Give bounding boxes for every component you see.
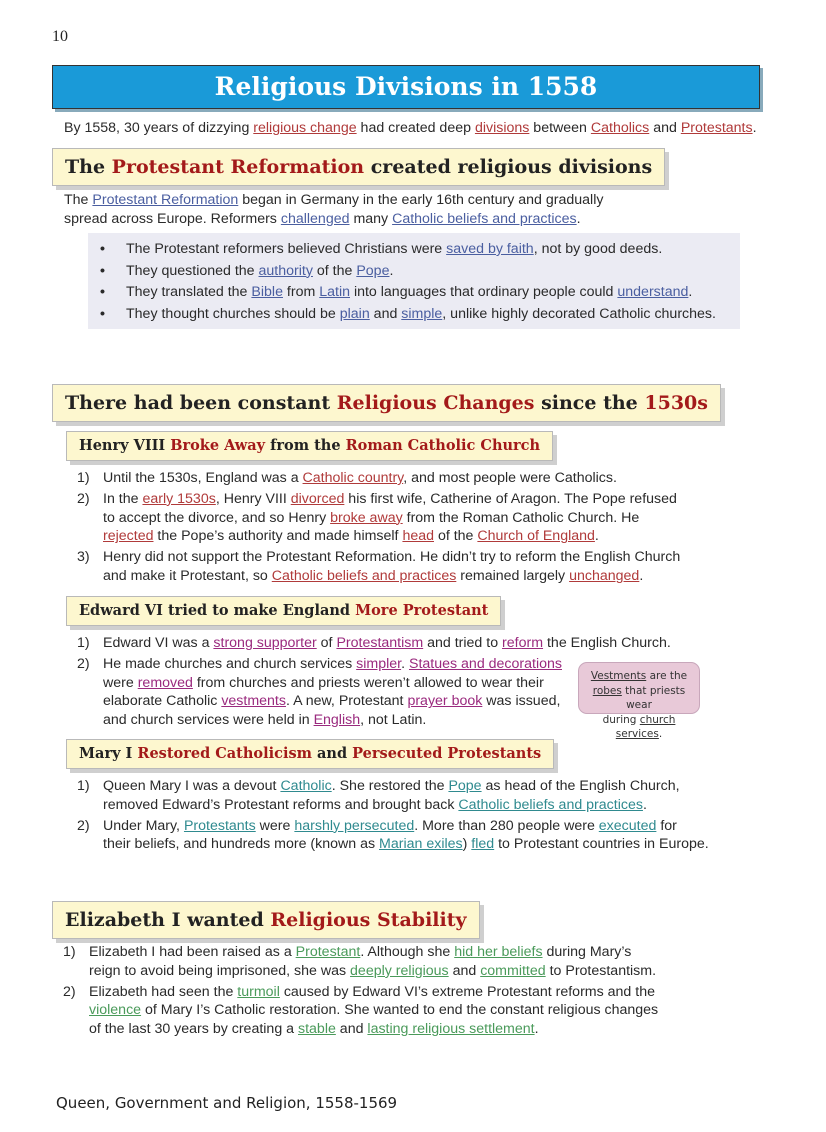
section-heading-elizabeth-i: Elizabeth I wanted Religious Stability (52, 901, 480, 939)
list-item: 1) Edward VI was a strong supporter of Protestantism and tried to reform the English Church. (77, 635, 671, 651)
list-item: • They translated the Bible from Latin into languages that ordinary people could understand. (126, 282, 740, 304)
list-item: 1) Queen Mary I was a devout Catholic. She restored the Pope as head of the English Church, removed Edward’s Protestant reforms and brought back Catholic beliefs and practices. (77, 778, 680, 813)
list-item: 1) Elizabeth I had been raised as a Protestant. Although she hid her beliefs during Mary’s reign to avoid being imprisoned, she was deeply religious and committed to Protestantism. (63, 944, 657, 979)
reformation-bullet-panel (88, 233, 740, 329)
subheading-edward-vi: Edward VI tried to make England More Protestant (66, 596, 501, 626)
list-item: 2) He made churches and church services simpler. Statues and decorations were removed from churches and priests weren’t allowed to wear their elaborate Catholic vestments. A new, Protestant prayer book was issued, and church services were held in English, not Latin. (77, 655, 562, 729)
elizabeth-list (38, 943, 748, 1041)
list-item: 2) Elizabeth had seen the turmoil caused by Edward VI’s extreme Protestant reforms and the violence of Mary I’s Catholic restoration. She wanted to end the constant religious changes of the last 30 years by creating a stable and lasting religious settlement. (63, 983, 659, 1038)
subheading-henry-viii: Henry VIII Broke Away from the Roman Catholic Church (66, 431, 553, 461)
section-heading-religious-changes: There had been constant Religious Changes since the 1530s (52, 384, 721, 422)
list-item: 1) Until the 1530s, England was a Catholic country, and most people were Catholics. (77, 470, 617, 486)
intro-paragraph: By 1558, 30 years of dizzying religious change had created deep divisions between Catholics and Protestants. (64, 120, 757, 136)
keyword: Catholic beliefs and practices (392, 211, 577, 227)
subheading-mary-i: Mary I Restored Catholicism and Persecuted Protestants (66, 739, 554, 769)
section-heading-reformation: The Protestant Reformation created religious divisions (52, 148, 665, 186)
keyword: challenged (280, 211, 350, 227)
page-footer: Queen, Government and Religion, 1558-1569 (56, 1094, 398, 1112)
reformation-paragraph: The Protestant Reformation began in Germany in the early 16th century and gradually spread across Europe. Reformers challenged many Catholic beliefs and practices. (64, 192, 604, 227)
keyword: Catholics (590, 120, 650, 136)
list-item: 2) In the early 1530s, Henry VIII divorced his first wife, Catherine of Aragon. The Pope refused to accept the divorce, and so Henry broke away from the Roman Catholic Church. He rejected the Pope’s authority and made himself head of the Church of England. (77, 490, 677, 545)
list-item: • They questioned the authority of the Pope. (126, 261, 740, 283)
keyword: divisions (474, 120, 530, 136)
vestments-callout: Vestments are the robes that priests wear during church services. (578, 662, 700, 714)
mary-list (52, 777, 752, 856)
keyword: Protestant Reformation (92, 192, 239, 208)
keyword: religious change (253, 120, 357, 136)
list-item: 3) Henry did not support the Protestant Reformation. He didn’t try to reform the English Church and make it Protestant, so Catholic beliefs and practices remained largely unchanged. (77, 549, 681, 584)
page-title: Religious Divisions in 1558 (52, 65, 760, 109)
list-item: • The Protestant reformers believed Christians were saved by faith, not by good deeds. (126, 239, 740, 261)
henry-list (52, 469, 752, 588)
page-number: 10 (52, 28, 68, 45)
list-item: • They thought churches should be plain and simple, unlike highly decorated Catholic churches. (126, 304, 740, 326)
keyword: Protestants (680, 120, 753, 136)
list-item: 2) Under Mary, Protestants were harshly persecuted. More than 280 people were executed for their beliefs, and hundreds more (known as Marian exiles) fled to Protestant countries in Europe. (77, 817, 709, 853)
